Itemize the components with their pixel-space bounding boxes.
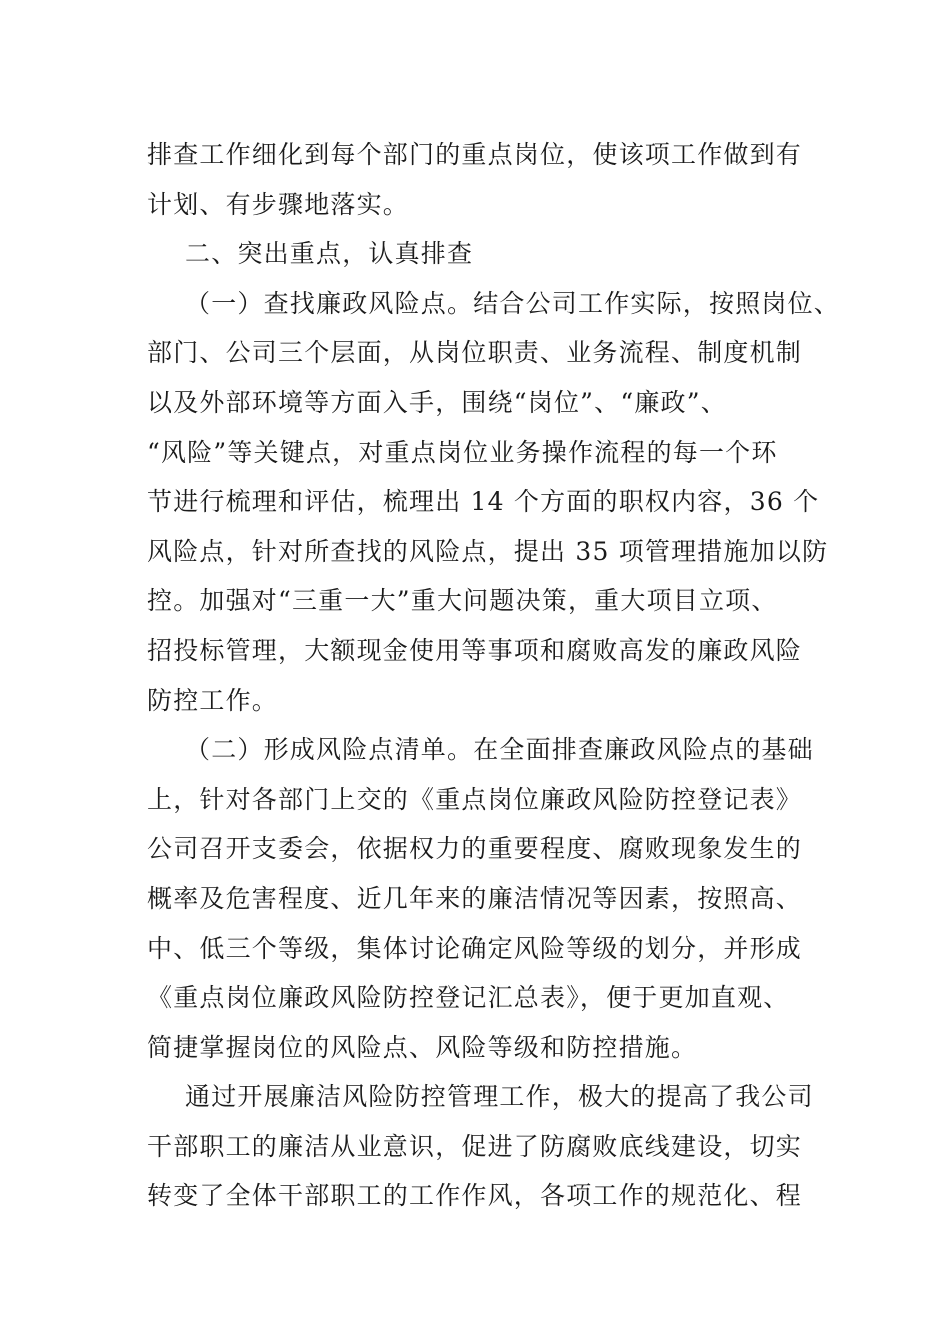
text-line: “风险”等关键点，对重点岗位业务操作流程的每一个环 bbox=[147, 437, 778, 467]
text-line: 节进行梳理和评估，梳理出 14 个方面的职权内容，36 个 bbox=[147, 487, 820, 517]
text-line: 《重点岗位廉政风险防控登记汇总表》，便于更加直观、 bbox=[147, 983, 790, 1013]
text-line: （一）查找廉政风险点。结合公司工作实际，按照岗位、 bbox=[185, 288, 841, 318]
text-line: 防控工作。 bbox=[147, 685, 279, 715]
text-line: 部门、公司三个层面，从岗位职责、业务流程、制度机制 bbox=[147, 338, 803, 368]
text-line: 计划、有步骤地落实。 bbox=[147, 189, 410, 219]
text-line: 公司召开支委会，依据权力的重要程度、腐败现象发生的 bbox=[147, 834, 803, 864]
text-line: 概率及危害程度、近几年来的廉洁情况等因素，按照高、 bbox=[147, 883, 803, 913]
text-line: 风险点，针对所查找的风险点，提出 35 项管理措施加以防 bbox=[147, 536, 829, 566]
text-line: 招投标管理，大额现金使用等事项和腐败高发的廉政风险 bbox=[147, 635, 803, 665]
text-line: 干部职工的廉洁从业意识，促进了防腐败底线建设，切实 bbox=[147, 1131, 803, 1161]
text-line: 排查工作细化到每个部门的重点岗位，使该项工作做到有 bbox=[147, 140, 803, 169]
text-line: 以及外部环境等方面入手，围绕“岗位”、“廉政”、 bbox=[147, 387, 727, 417]
text-line: 简捷掌握岗位的风险点、风险等级和防控措施。 bbox=[147, 1032, 698, 1062]
text-line: （二）形成风险点清单。在全面排查廉政风险点的基础 bbox=[185, 735, 814, 765]
text-line: 控。加强对“三重一大”重大问题决策，重大项目立项、 bbox=[147, 586, 778, 616]
document-body bbox=[147, 130, 841, 1221]
section-heading: 二、突出重点，认真排查 bbox=[185, 239, 474, 269]
text-line: 上，针对各部门上交的《重点岗位廉政风险防控登记表》 bbox=[147, 784, 803, 814]
text-line: 中、低三个等级，集体讨论确定风险等级的划分，并形成 bbox=[147, 933, 803, 963]
text-line: 转变了全体干部职工的工作作风，各项工作的规范化、程 bbox=[147, 1181, 803, 1211]
text-line: 通过开展廉洁风险防控管理工作，极大的提高了我公司 bbox=[185, 1082, 814, 1112]
